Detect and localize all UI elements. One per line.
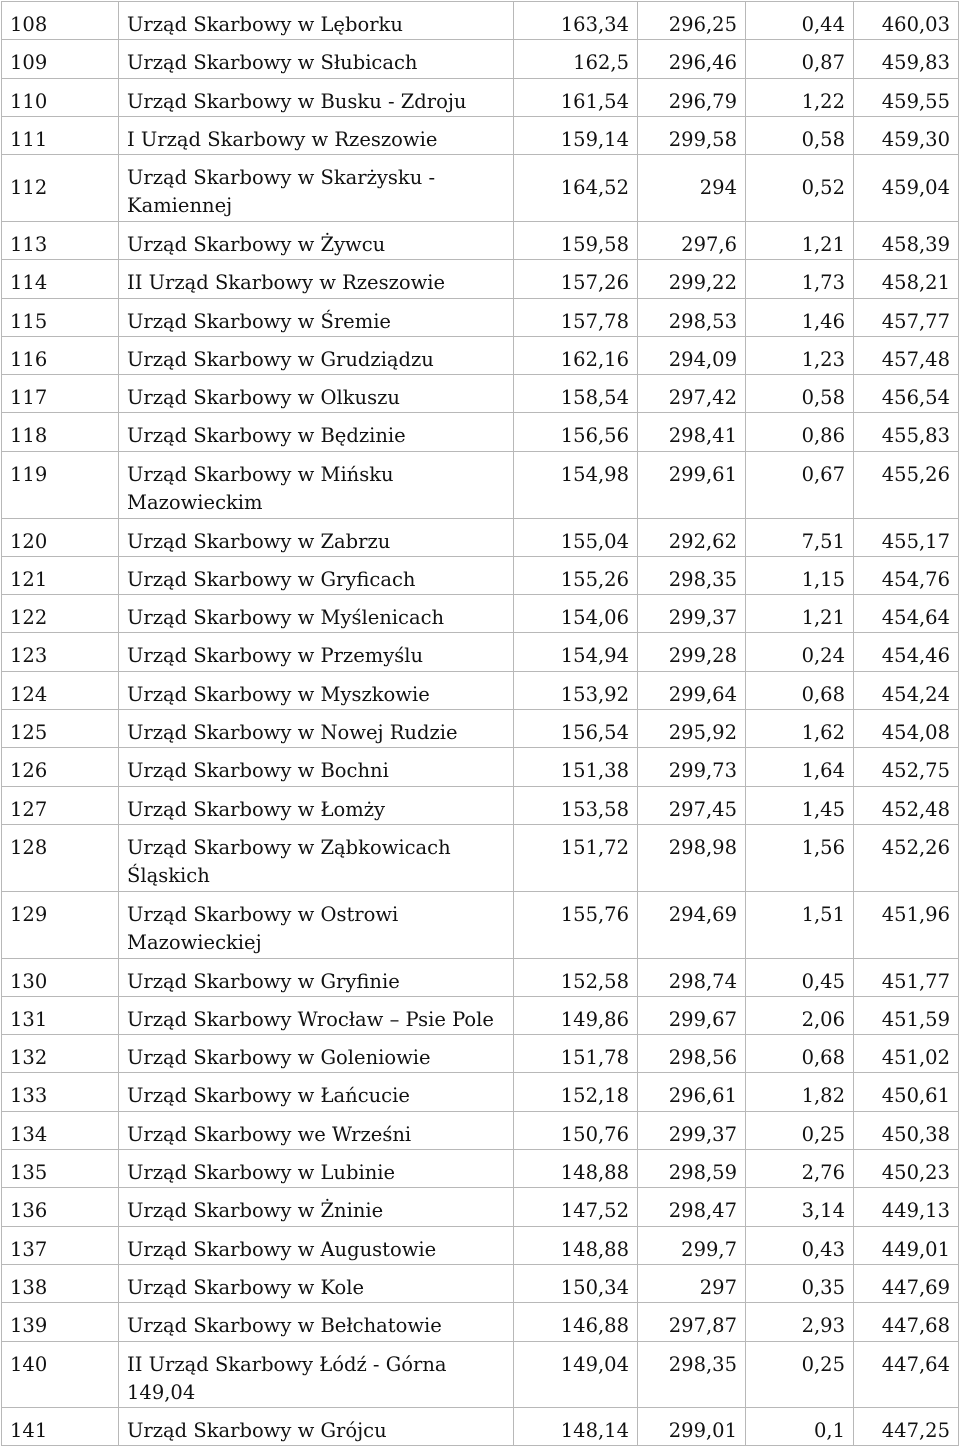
score-1-cell: 155,76 (514, 891, 638, 958)
tax-office-name-cell: Urząd Skarbowy w Łomży (119, 786, 514, 824)
score-3-cell: 1,21 (746, 221, 854, 259)
table-row (2, 1407, 959, 1445)
score-3-cell: 7,51 (746, 518, 854, 556)
rank-number-cell: 110 (2, 78, 119, 116)
total-score-cell: 451,96 (854, 891, 959, 958)
tax-office-name-cell: I Urząd Skarbowy w Rzeszowie (119, 116, 514, 154)
score-3-cell: 2,93 (746, 1303, 854, 1341)
total-score-cell: 457,77 (854, 298, 959, 336)
score-3-cell: 1,22 (746, 78, 854, 116)
ranking-page (1, 1, 959, 1446)
total-score-cell: 447,68 (854, 1303, 959, 1341)
table-row (2, 824, 959, 891)
score-2-cell: 299,58 (638, 116, 746, 154)
rank-number-cell: 140 (2, 1341, 119, 1407)
score-3-cell: 3,14 (746, 1188, 854, 1226)
rank-number-cell: 141 (2, 1407, 119, 1445)
tax-office-name-cell: Urząd Skarbowy w Słubicach (119, 40, 514, 78)
tax-office-name-cell: Urząd Skarbowy Wrocław – Psie Pole (119, 996, 514, 1034)
score-1-cell: 150,76 (514, 1111, 638, 1149)
tax-office-name-cell: Urząd Skarbowy w Gryficach (119, 556, 514, 594)
table-row (2, 958, 959, 996)
score-1-cell: 153,58 (514, 786, 638, 824)
score-2-cell: 298,35 (638, 1341, 746, 1407)
score-1-cell: 148,14 (514, 1407, 638, 1445)
table-row (2, 1341, 959, 1407)
score-3-cell: 1,56 (746, 824, 854, 891)
rank-number-cell: 124 (2, 671, 119, 709)
tax-office-name-cell: Urząd Skarbowy w Przemyślu (119, 633, 514, 671)
rank-number-cell: 114 (2, 260, 119, 298)
score-1-cell: 161,54 (514, 78, 638, 116)
score-1-cell: 152,58 (514, 958, 638, 996)
score-3-cell: 1,51 (746, 891, 854, 958)
score-3-cell: 0,67 (746, 451, 854, 518)
table-row (2, 786, 959, 824)
score-1-cell: 148,88 (514, 1226, 638, 1264)
score-1-cell: 147,52 (514, 1188, 638, 1226)
total-score-cell: 450,61 (854, 1073, 959, 1111)
rank-number-cell: 130 (2, 958, 119, 996)
rank-number-cell: 126 (2, 748, 119, 786)
rank-number-cell: 108 (2, 2, 119, 40)
score-2-cell: 294 (638, 155, 746, 222)
tax-office-ranking-table (1, 1, 959, 1446)
table-row (2, 451, 959, 518)
score-2-cell: 298,74 (638, 958, 746, 996)
total-score-cell: 455,26 (854, 451, 959, 518)
table-row (2, 155, 959, 222)
rank-number-cell: 128 (2, 824, 119, 891)
table-row (2, 671, 959, 709)
score-3-cell: 0,35 (746, 1264, 854, 1302)
tax-office-name-cell: Urząd Skarbowy w Augustowie (119, 1226, 514, 1264)
rank-number-cell: 135 (2, 1150, 119, 1188)
score-2-cell: 298,35 (638, 556, 746, 594)
rank-number-cell: 136 (2, 1188, 119, 1226)
score-1-cell: 164,52 (514, 155, 638, 222)
score-3-cell: 0,86 (746, 413, 854, 451)
tax-office-name-cell: Urząd Skarbowy w Śremie (119, 298, 514, 336)
score-2-cell: 299,67 (638, 996, 746, 1034)
score-2-cell: 296,46 (638, 40, 746, 78)
table-row (2, 298, 959, 336)
table-row (2, 748, 959, 786)
total-score-cell: 459,30 (854, 116, 959, 154)
score-3-cell: 0,1 (746, 1407, 854, 1445)
score-3-cell: 0,25 (746, 1341, 854, 1407)
score-3-cell: 1,15 (746, 556, 854, 594)
score-3-cell: 0,68 (746, 1035, 854, 1073)
table-row (2, 78, 959, 116)
total-score-cell: 447,64 (854, 1341, 959, 1407)
rank-number-cell: 127 (2, 786, 119, 824)
rank-number-cell: 122 (2, 595, 119, 633)
tax-office-name-cell: Urząd Skarbowy w Ząbkowicach Śląskich (119, 824, 514, 891)
tax-office-name-cell: Urząd Skarbowy w Żninie (119, 1188, 514, 1226)
table-row (2, 260, 959, 298)
total-score-cell: 460,03 (854, 2, 959, 40)
score-1-cell: 155,26 (514, 556, 638, 594)
score-3-cell: 0,52 (746, 155, 854, 222)
rank-number-cell: 139 (2, 1303, 119, 1341)
score-1-cell: 154,94 (514, 633, 638, 671)
score-3-cell: 0,44 (746, 2, 854, 40)
score-2-cell: 299,61 (638, 451, 746, 518)
rank-number-cell: 117 (2, 375, 119, 413)
table-row (2, 40, 959, 78)
rank-number-cell: 134 (2, 1111, 119, 1149)
score-2-cell: 298,41 (638, 413, 746, 451)
score-2-cell: 299,22 (638, 260, 746, 298)
score-1-cell: 162,5 (514, 40, 638, 78)
table-row (2, 1150, 959, 1188)
tax-office-name-cell: Urząd Skarbowy w Grójcu (119, 1407, 514, 1445)
tax-office-name-cell: Urząd Skarbowy w Myślenicach (119, 595, 514, 633)
tax-office-name-cell: Urząd Skarbowy w Busku - Zdroju (119, 78, 514, 116)
rank-number-cell: 112 (2, 155, 119, 222)
rank-number-cell: 109 (2, 40, 119, 78)
table-row (2, 710, 959, 748)
tax-office-name-cell: Urząd Skarbowy w Mińsku Mazowieckim (119, 451, 514, 518)
score-1-cell: 155,04 (514, 518, 638, 556)
tax-office-name-cell: Urząd Skarbowy w Kole (119, 1264, 514, 1302)
score-3-cell: 1,64 (746, 748, 854, 786)
rank-number-cell: 115 (2, 298, 119, 336)
score-1-cell: 156,56 (514, 413, 638, 451)
total-score-cell: 449,01 (854, 1226, 959, 1264)
score-1-cell: 152,18 (514, 1073, 638, 1111)
rank-number-cell: 125 (2, 710, 119, 748)
tax-office-name-cell: II Urząd Skarbowy Łódź - Górna 149,04 (119, 1341, 514, 1407)
rank-number-cell: 132 (2, 1035, 119, 1073)
score-1-cell: 157,78 (514, 298, 638, 336)
score-2-cell: 294,69 (638, 891, 746, 958)
score-3-cell: 1,21 (746, 595, 854, 633)
total-score-cell: 451,02 (854, 1035, 959, 1073)
score-2-cell: 297,6 (638, 221, 746, 259)
score-1-cell: 146,88 (514, 1303, 638, 1341)
score-2-cell: 299,37 (638, 595, 746, 633)
table-row (2, 1303, 959, 1341)
score-2-cell: 299,28 (638, 633, 746, 671)
total-score-cell: 454,76 (854, 556, 959, 594)
total-score-cell: 449,13 (854, 1188, 959, 1226)
total-score-cell: 452,26 (854, 824, 959, 891)
score-1-cell: 162,16 (514, 336, 638, 374)
score-2-cell: 297,87 (638, 1303, 746, 1341)
tax-office-name-cell: Urząd Skarbowy w Ostrowi Mazowieckiej (119, 891, 514, 958)
table-row (2, 336, 959, 374)
ranking-table-body (2, 2, 959, 1446)
score-2-cell: 299,37 (638, 1111, 746, 1149)
rank-number-cell: 116 (2, 336, 119, 374)
table-row (2, 1111, 959, 1149)
total-score-cell: 459,83 (854, 40, 959, 78)
score-3-cell: 1,23 (746, 336, 854, 374)
tax-office-name-cell: Urząd Skarbowy w Lubinie (119, 1150, 514, 1188)
score-2-cell: 297 (638, 1264, 746, 1302)
total-score-cell: 452,48 (854, 786, 959, 824)
total-score-cell: 454,24 (854, 671, 959, 709)
score-2-cell: 299,01 (638, 1407, 746, 1445)
score-1-cell: 154,98 (514, 451, 638, 518)
score-2-cell: 296,79 (638, 78, 746, 116)
table-row (2, 1035, 959, 1073)
table-row (2, 1264, 959, 1302)
total-score-cell: 447,69 (854, 1264, 959, 1302)
rank-number-cell: 137 (2, 1226, 119, 1264)
score-2-cell: 298,98 (638, 824, 746, 891)
score-3-cell: 0,58 (746, 375, 854, 413)
score-2-cell: 298,59 (638, 1150, 746, 1188)
tax-office-name-cell: Urząd Skarbowy we Wrześni (119, 1111, 514, 1149)
score-1-cell: 148,88 (514, 1150, 638, 1188)
score-1-cell: 151,38 (514, 748, 638, 786)
tax-office-name-cell: Urząd Skarbowy w Myszkowie (119, 671, 514, 709)
score-2-cell: 297,42 (638, 375, 746, 413)
score-3-cell: 0,25 (746, 1111, 854, 1149)
score-2-cell: 298,56 (638, 1035, 746, 1073)
score-2-cell: 298,47 (638, 1188, 746, 1226)
score-2-cell: 299,7 (638, 1226, 746, 1264)
tax-office-name-cell: Urząd Skarbowy w Grudziądzu (119, 336, 514, 374)
table-row (2, 2, 959, 40)
score-2-cell: 292,62 (638, 518, 746, 556)
rank-number-cell: 113 (2, 221, 119, 259)
score-1-cell: 154,06 (514, 595, 638, 633)
rank-number-cell: 120 (2, 518, 119, 556)
score-1-cell: 149,04 (514, 1341, 638, 1407)
table-row (2, 413, 959, 451)
tax-office-name-cell: Urząd Skarbowy w Lęborku (119, 2, 514, 40)
rank-number-cell: 131 (2, 996, 119, 1034)
score-1-cell: 151,72 (514, 824, 638, 891)
score-3-cell: 0,45 (746, 958, 854, 996)
table-row (2, 1073, 959, 1111)
tax-office-name-cell: Urząd Skarbowy w Bełchatowie (119, 1303, 514, 1341)
total-score-cell: 451,59 (854, 996, 959, 1034)
tax-office-name-cell: Urząd Skarbowy w Bochni (119, 748, 514, 786)
total-score-cell: 456,54 (854, 375, 959, 413)
score-3-cell: 0,24 (746, 633, 854, 671)
table-row (2, 221, 959, 259)
score-1-cell: 157,26 (514, 260, 638, 298)
total-score-cell: 458,21 (854, 260, 959, 298)
rank-number-cell: 138 (2, 1264, 119, 1302)
score-3-cell: 2,06 (746, 996, 854, 1034)
rank-number-cell: 119 (2, 451, 119, 518)
score-2-cell: 296,25 (638, 2, 746, 40)
score-1-cell: 149,86 (514, 996, 638, 1034)
tax-office-name-cell: Urząd Skarbowy w Gryfinie (119, 958, 514, 996)
total-score-cell: 459,55 (854, 78, 959, 116)
score-2-cell: 299,73 (638, 748, 746, 786)
tax-office-name-cell: Urząd Skarbowy w Będzinie (119, 413, 514, 451)
score-3-cell: 1,73 (746, 260, 854, 298)
tax-office-name-cell: II Urząd Skarbowy w Rzeszowie (119, 260, 514, 298)
score-3-cell: 1,45 (746, 786, 854, 824)
score-2-cell: 299,64 (638, 671, 746, 709)
table-row (2, 556, 959, 594)
score-1-cell: 163,34 (514, 2, 638, 40)
total-score-cell: 455,83 (854, 413, 959, 451)
rank-number-cell: 129 (2, 891, 119, 958)
score-1-cell: 150,34 (514, 1264, 638, 1302)
total-score-cell: 457,48 (854, 336, 959, 374)
score-3-cell: 1,62 (746, 710, 854, 748)
tax-office-name-cell: Urząd Skarbowy w Łańcucie (119, 1073, 514, 1111)
score-1-cell: 159,58 (514, 221, 638, 259)
score-1-cell: 159,14 (514, 116, 638, 154)
total-score-cell: 454,08 (854, 710, 959, 748)
total-score-cell: 459,04 (854, 155, 959, 222)
total-score-cell: 454,64 (854, 595, 959, 633)
score-2-cell: 298,53 (638, 298, 746, 336)
total-score-cell: 450,23 (854, 1150, 959, 1188)
score-2-cell: 297,45 (638, 786, 746, 824)
table-row (2, 633, 959, 671)
table-row (2, 518, 959, 556)
total-score-cell: 454,46 (854, 633, 959, 671)
total-score-cell: 455,17 (854, 518, 959, 556)
total-score-cell: 452,75 (854, 748, 959, 786)
score-3-cell: 0,43 (746, 1226, 854, 1264)
score-2-cell: 295,92 (638, 710, 746, 748)
tax-office-name-cell: Urząd Skarbowy w Żywcu (119, 221, 514, 259)
table-row (2, 1226, 959, 1264)
score-1-cell: 158,54 (514, 375, 638, 413)
score-1-cell: 156,54 (514, 710, 638, 748)
table-row (2, 375, 959, 413)
total-score-cell: 451,77 (854, 958, 959, 996)
table-row (2, 595, 959, 633)
score-3-cell: 0,58 (746, 116, 854, 154)
total-score-cell: 450,38 (854, 1111, 959, 1149)
table-row (2, 116, 959, 154)
score-3-cell: 1,46 (746, 298, 854, 336)
rank-number-cell: 133 (2, 1073, 119, 1111)
tax-office-name-cell: Urząd Skarbowy w Olkuszu (119, 375, 514, 413)
score-3-cell: 1,82 (746, 1073, 854, 1111)
score-1-cell: 153,92 (514, 671, 638, 709)
tax-office-name-cell: Urząd Skarbowy w Zabrzu (119, 518, 514, 556)
total-score-cell: 447,25 (854, 1407, 959, 1445)
score-2-cell: 296,61 (638, 1073, 746, 1111)
rank-number-cell: 123 (2, 633, 119, 671)
total-score-cell: 458,39 (854, 221, 959, 259)
rank-number-cell: 111 (2, 116, 119, 154)
score-3-cell: 2,76 (746, 1150, 854, 1188)
table-row (2, 1188, 959, 1226)
score-1-cell: 151,78 (514, 1035, 638, 1073)
tax-office-name-cell: Urząd Skarbowy w Nowej Rudzie (119, 710, 514, 748)
table-row (2, 996, 959, 1034)
table-row (2, 891, 959, 958)
tax-office-name-cell: Urząd Skarbowy w Skarżysku - Kamiennej (119, 155, 514, 222)
rank-number-cell: 121 (2, 556, 119, 594)
score-3-cell: 0,68 (746, 671, 854, 709)
score-3-cell: 0,87 (746, 40, 854, 78)
rank-number-cell: 118 (2, 413, 119, 451)
tax-office-name-cell: Urząd Skarbowy w Goleniowie (119, 1035, 514, 1073)
score-2-cell: 294,09 (638, 336, 746, 374)
